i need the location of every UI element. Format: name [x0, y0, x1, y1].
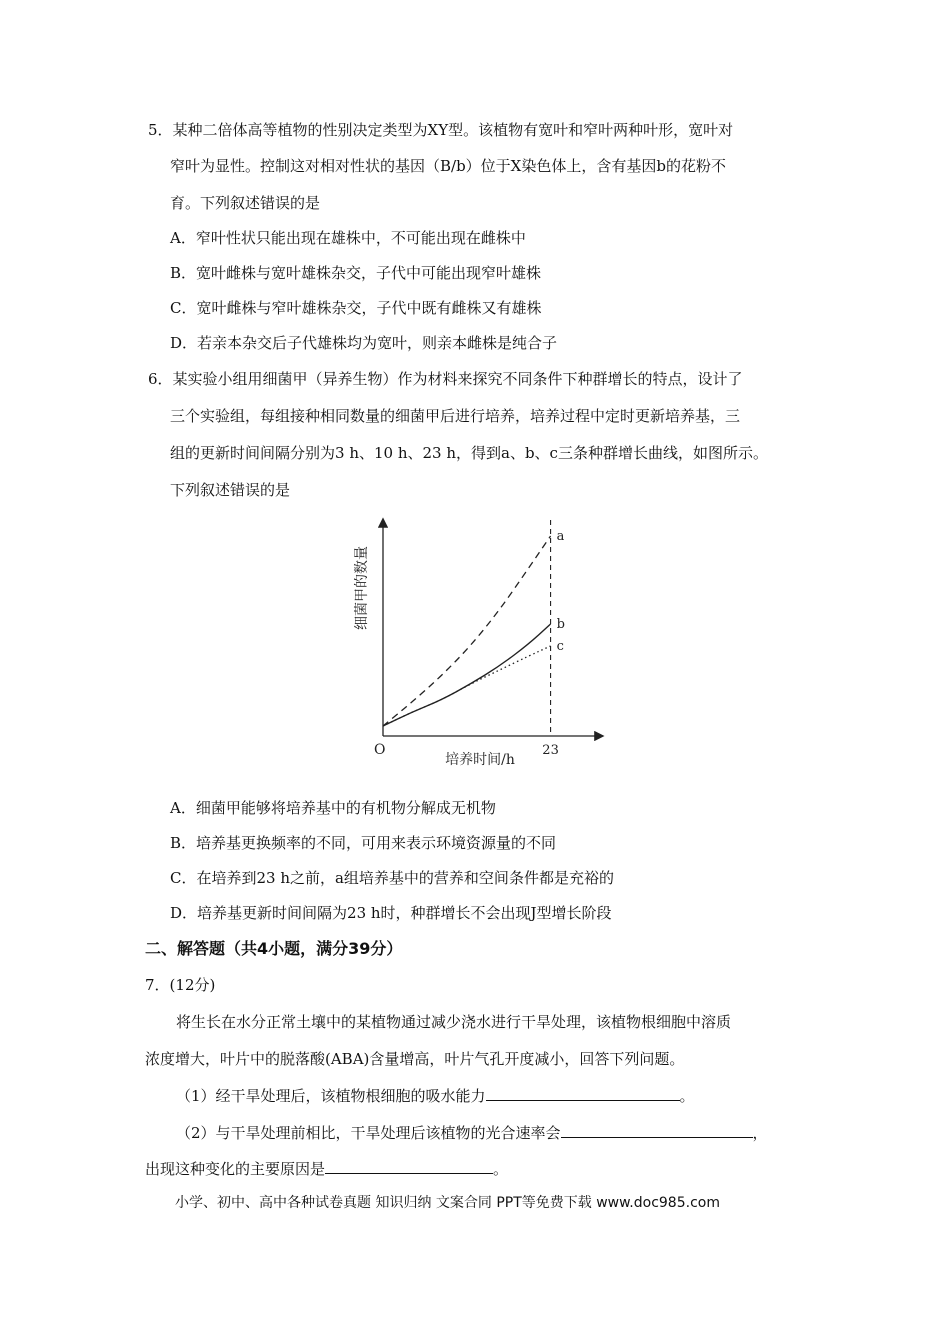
q5-stem-line2: 窄叶为显性。控制这对相对性状的基因（B/b）位于X染色体上，含有基因b的花粉不 [170, 157, 726, 175]
q5-option-c: C．宽叶雌株与窄叶雄株杂交，子代中既有雌株又有雄株 [170, 299, 542, 317]
q5-option-d: D．若亲本杂交后子代雄株均为宽叶，则亲本雌株是纯合子 [170, 334, 558, 352]
y-axis-label: 细菌甲的数量 [354, 546, 370, 630]
q7-para-line1: 将生长在水分正常土壤中的某植物通过减少浇水进行干旱处理，该植物根细胞中溶质 [176, 1013, 732, 1031]
q7-sub1-blank[interactable] [486, 1085, 680, 1101]
q7-sub1 [176, 1085, 695, 1106]
q6-option-d: D．培养基更新时间间隔为23 h时，种群增长不会出现J型增长阶段 [170, 904, 612, 922]
q7-sub2-end: ， [752, 1124, 768, 1142]
q7-para-line2: 浓度增大，叶片中的脱落酸(ABA)含量增高，叶片气孔开度减小，回答下列问题。 [145, 1050, 685, 1068]
q7-number: 7．(12分) [145, 976, 216, 994]
q6-stem-line2: 三个实验组，每组接种相同数量的细菌甲后进行培养，培养过程中定时更新培养基，三 [170, 407, 741, 425]
q7-sub2 [176, 1122, 768, 1143]
curve-label-b: b [556, 617, 565, 632]
growth-curve-chart [340, 512, 620, 772]
curve-b [383, 624, 551, 726]
q6-stem-line4: 下列叙述错误的是 [170, 481, 291, 499]
q5-stem-line3: 育。下列叙述错误的是 [170, 194, 321, 212]
curve-label-a: a [556, 529, 565, 544]
origin-label: O [374, 742, 386, 758]
x-axis-label: 培养时间/h [445, 752, 515, 768]
q7-sub2-line2-text: 出现这种变化的主要原因是 [145, 1160, 326, 1178]
q5-stem-line1: 5．某种二倍体高等植物的性别决定类型为XY型。该植物有宽叶和窄叶两种叶形，宽叶对 [148, 121, 734, 139]
q7-sub1-end: 。 [679, 1087, 695, 1105]
q6-option-a: A．细菌甲能够将培养基中的有机物分解成无机物 [170, 799, 496, 817]
q5-option-b: B．宽叶雌株与宽叶雄株杂交，子代中可能出现窄叶雄株 [170, 264, 542, 282]
x-tick-23: 23 [542, 743, 559, 758]
q7-sub2-line2-end: 。 [493, 1160, 509, 1178]
q6-stem-line3: 组的更新时间间隔分别为3 h、10 h、23 h，得到a、b、c三条种群增长曲线，如图所示。 [170, 444, 768, 462]
q7-sub2-reason-blank[interactable] [325, 1158, 493, 1174]
q5-option-a: A．窄叶性状只能出现在雄株中，不可能出现在雌株中 [170, 229, 526, 247]
q7-sub2-line2 [145, 1158, 508, 1179]
q7-sub1-text: （1）经干旱处理后，该植物根细胞的吸水能力 [176, 1087, 486, 1105]
curve-label-c: c [556, 639, 564, 654]
curve-a [383, 536, 551, 726]
q6-option-b: B．培养基更换频率的不同，可用来表示环境资源量的不同 [170, 834, 557, 852]
q7-sub2-text: （2）与干旱处理前相比，干旱处理后该植物的光合速率会 [176, 1124, 561, 1142]
q7-sub2-blank[interactable] [561, 1122, 753, 1138]
footer-text: 小学、初中、高中各种试卷真题 知识归纳 文案合同 PPT等免费下载 www.doc985.com [175, 1195, 720, 1211]
section-title: 二、解答题（共4小题，满分39分） [145, 939, 403, 958]
q6-stem-line1: 6．某实验小组用细菌甲（异养生物）作为材料来探究不同条件下种群增长的特点，设计了 [148, 370, 743, 388]
q6-option-c: C．在培养到23 h之前，a组培养基中的营养和空间条件都是充裕的 [170, 869, 614, 887]
